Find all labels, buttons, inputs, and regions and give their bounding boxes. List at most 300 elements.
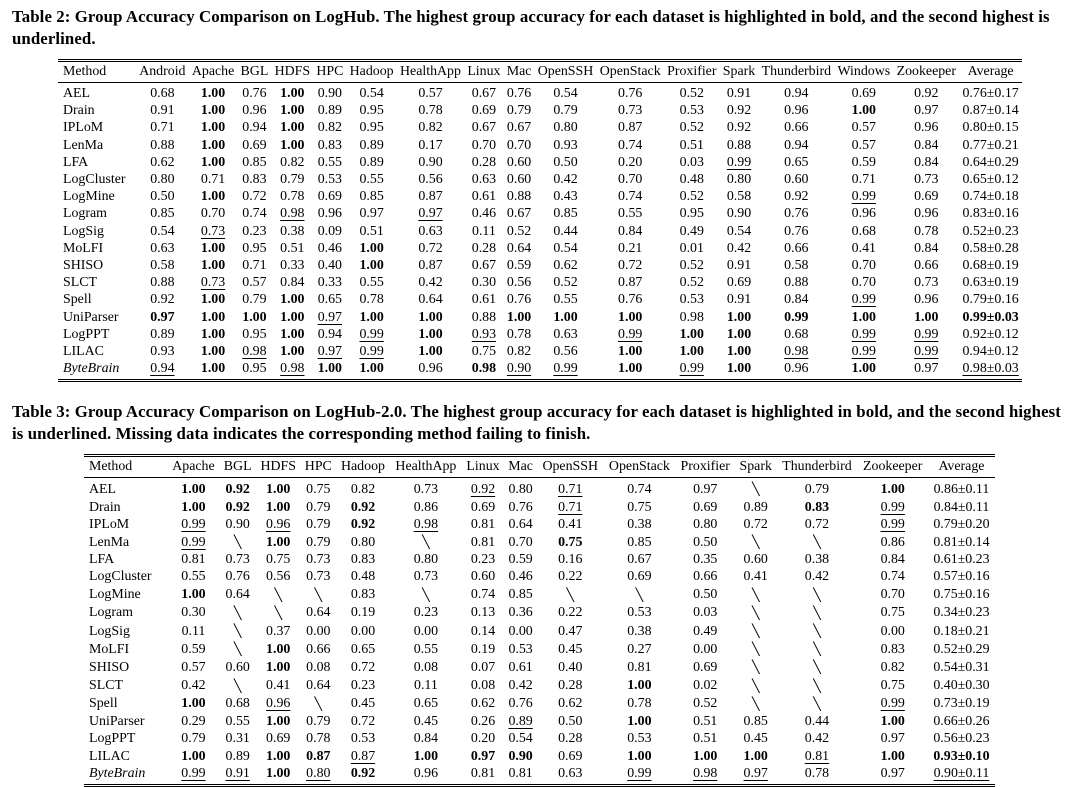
accuracy-cell: 0.74 bbox=[470, 587, 496, 603]
accuracy-cell: 0.64 bbox=[506, 240, 532, 256]
accuracy-cell: 0.69 bbox=[851, 86, 876, 101]
accuracy-cell: 0.02 bbox=[693, 678, 718, 694]
accuracy-cell: 0.72 bbox=[743, 516, 768, 532]
accuracy-cell: 0.99 bbox=[618, 326, 643, 342]
accuracy-cell: 0.92 bbox=[350, 499, 376, 515]
table-row-logram bbox=[84, 604, 995, 622]
accuracy-cell: 0.57 bbox=[181, 659, 206, 675]
accuracy-cell: 0.88 bbox=[150, 137, 175, 153]
accuracy-cell: 0.99 bbox=[726, 154, 752, 170]
column-header-bgl: BGL bbox=[237, 61, 271, 83]
accuracy-cell: 0.54 bbox=[150, 223, 175, 239]
accuracy-cell: 0.84±0.11 bbox=[933, 499, 990, 515]
missing-cell bbox=[301, 586, 337, 604]
accuracy-cell: 0.57 bbox=[851, 137, 876, 153]
accuracy-cell: 0.49 bbox=[679, 223, 704, 239]
accuracy-cell: 0.79 bbox=[804, 481, 830, 497]
missing-data-mark: ╲ bbox=[751, 534, 760, 550]
accuracy-cell: 0.56±0.23 bbox=[933, 731, 990, 747]
accuracy-cell: 0.83 bbox=[317, 137, 342, 153]
accuracy-cell: 0.53 bbox=[317, 172, 342, 188]
method-label: Spell bbox=[89, 696, 118, 712]
accuracy-cell: 0.98 bbox=[693, 765, 718, 781]
missing-data-mark: ╲ bbox=[233, 534, 242, 550]
accuracy-cell: 0.45 bbox=[413, 714, 439, 730]
accuracy-cell: 0.22 bbox=[558, 569, 583, 585]
accuracy-cell: 0.96 bbox=[914, 292, 939, 308]
accuracy-cell: 1.00 bbox=[242, 309, 267, 325]
accuracy-cell: 0.70 bbox=[618, 172, 643, 188]
accuracy-cell: 0.85 bbox=[743, 714, 768, 730]
accuracy-cell: 0.83 bbox=[350, 587, 376, 603]
accuracy-cell: 0.74 bbox=[618, 137, 643, 153]
accuracy-cell: 0.68 bbox=[784, 326, 809, 342]
accuracy-cell: 0.53 bbox=[627, 605, 652, 621]
accuracy-cell: 1.00 bbox=[418, 326, 443, 342]
accuracy-cell: 0.76 bbox=[508, 499, 533, 515]
accuracy-cell: 0.33 bbox=[317, 275, 342, 291]
accuracy-cell: 0.69 bbox=[266, 731, 291, 747]
accuracy-cell: 0.60 bbox=[506, 154, 532, 170]
accuracy-cell: 0.57 bbox=[242, 275, 267, 291]
method-label: IPLoM bbox=[89, 516, 130, 532]
accuracy-cell: 0.72 bbox=[350, 714, 376, 730]
accuracy-cell: 0.81 bbox=[508, 765, 533, 781]
accuracy-cell: 0.97 bbox=[418, 206, 443, 222]
accuracy-cell: 0.50 bbox=[558, 714, 583, 730]
accuracy-cell: 0.03 bbox=[693, 605, 718, 621]
table-row-lfa bbox=[58, 154, 1022, 171]
accuracy-cell: 1.00 bbox=[200, 120, 226, 136]
accuracy-cell: 0.48 bbox=[350, 569, 376, 585]
accuracy-cell: 0.53 bbox=[679, 103, 704, 119]
accuracy-cell: 0.82 bbox=[317, 120, 342, 136]
accuracy-cell: 0.85 bbox=[150, 206, 175, 222]
accuracy-cell: 0.95 bbox=[359, 120, 384, 136]
accuracy-cell: 1.00 bbox=[280, 344, 305, 360]
accuracy-cell: 0.99 bbox=[627, 765, 652, 781]
method-label: ByteBrain bbox=[63, 361, 120, 377]
table-row-logsig bbox=[58, 223, 1022, 240]
method-label: Spell bbox=[63, 292, 92, 308]
accuracy-cell: 0.95 bbox=[242, 361, 267, 377]
method-label: SHISO bbox=[63, 258, 104, 274]
missing-cell bbox=[390, 533, 462, 551]
accuracy-cell: 0.54 bbox=[726, 223, 752, 239]
accuracy-cell: 0.88 bbox=[506, 189, 532, 205]
method-label: LILAC bbox=[89, 748, 130, 764]
accuracy-cell: 0.81 bbox=[627, 659, 652, 675]
accuracy-cell: 0.00 bbox=[693, 641, 718, 657]
accuracy-cell: 0.62 bbox=[553, 258, 578, 274]
accuracy-cell: 0.46 bbox=[508, 569, 533, 585]
accuracy-cell: 0.94 bbox=[242, 120, 267, 136]
missing-cell bbox=[735, 640, 776, 658]
accuracy-cell: 0.51 bbox=[280, 240, 305, 256]
column-header-openstack: OpenStack bbox=[603, 456, 675, 478]
accuracy-cell: 0.40 bbox=[558, 659, 583, 675]
accuracy-cell: 0.94 bbox=[317, 326, 342, 342]
column-header-method: Method bbox=[84, 456, 167, 478]
accuracy-cell: 0.63 bbox=[150, 240, 175, 256]
accuracy-cell: 0.89 bbox=[359, 154, 384, 170]
accuracy-cell: 0.84 bbox=[413, 731, 439, 747]
accuracy-cell: 0.76 bbox=[784, 223, 809, 239]
column-header-thunderbird: Thunderbird bbox=[776, 456, 857, 478]
accuracy-cell: 0.55 bbox=[618, 206, 643, 222]
column-header-hpc: HPC bbox=[313, 61, 346, 83]
accuracy-cell: 0.79 bbox=[553, 103, 578, 119]
accuracy-cell: 0.53 bbox=[627, 731, 652, 747]
accuracy-cell: 0.42 bbox=[181, 678, 206, 694]
accuracy-cell: 0.68±0.19 bbox=[962, 258, 1019, 274]
accuracy-cell: 0.90 bbox=[418, 154, 443, 170]
accuracy-cell: 1.00 bbox=[851, 103, 876, 119]
accuracy-cell: 1.00 bbox=[627, 714, 652, 730]
missing-data-mark: ╲ bbox=[314, 586, 323, 602]
accuracy-cell: 0.76 bbox=[225, 569, 250, 585]
table-row-lenma bbox=[84, 533, 995, 551]
accuracy-cell: 0.68 bbox=[851, 223, 876, 239]
accuracy-cell: 0.70 bbox=[508, 534, 533, 550]
accuracy-cell: 0.56 bbox=[418, 172, 443, 188]
accuracy-cell: 0.78 bbox=[359, 292, 384, 308]
accuracy-cell: 1.00 bbox=[618, 344, 643, 360]
accuracy-cell: 0.72 bbox=[804, 516, 830, 532]
accuracy-cell: 0.67 bbox=[627, 552, 652, 568]
accuracy-cell: 0.78 bbox=[804, 765, 830, 781]
method-label: Drain bbox=[89, 499, 121, 515]
accuracy-cell: 0.67 bbox=[471, 258, 497, 274]
accuracy-cell: 0.97 bbox=[470, 748, 496, 764]
method-label: AEL bbox=[89, 481, 117, 497]
accuracy-cell: 0.61 bbox=[471, 292, 497, 308]
accuracy-cell: 0.84 bbox=[280, 275, 305, 291]
accuracy-cell: 0.42 bbox=[804, 569, 830, 585]
table-row-logmine bbox=[84, 586, 995, 604]
accuracy-cell: 0.99 bbox=[553, 361, 578, 377]
accuracy-cell: 0.21 bbox=[618, 240, 643, 256]
accuracy-cell: 0.46 bbox=[317, 240, 342, 256]
table-row-drain bbox=[58, 102, 1022, 119]
table-row-bytebrain bbox=[84, 765, 995, 786]
accuracy-cell: 0.52 bbox=[553, 275, 578, 291]
table-row-molfi bbox=[84, 640, 995, 658]
accuracy-cell: 0.61 bbox=[508, 659, 533, 675]
accuracy-cell: 0.66 bbox=[784, 240, 809, 256]
accuracy-cell: 0.73 bbox=[306, 552, 331, 568]
accuracy-cell: 0.07 bbox=[470, 659, 496, 675]
accuracy-cell: 0.23 bbox=[242, 223, 267, 239]
accuracy-cell: 0.93±0.10 bbox=[933, 748, 990, 764]
accuracy-cell: 0.59 bbox=[851, 154, 876, 170]
accuracy-cell: 0.69 bbox=[470, 499, 496, 515]
table-row-logppt bbox=[84, 730, 995, 747]
missing-data-mark: ╲ bbox=[813, 641, 821, 657]
accuracy-cell: 1.00 bbox=[200, 292, 226, 308]
table-row-ael bbox=[84, 478, 995, 499]
accuracy-cell: 0.27 bbox=[627, 641, 652, 657]
accuracy-cell: 0.79±0.20 bbox=[933, 516, 990, 532]
accuracy-cell: 0.55 bbox=[317, 154, 342, 170]
accuracy-cell: 0.75±0.16 bbox=[933, 587, 990, 603]
accuracy-cell: 0.60 bbox=[743, 552, 768, 568]
accuracy-cell: 0.58±0.28 bbox=[962, 240, 1019, 256]
table-row-spell bbox=[84, 695, 995, 713]
accuracy-cell: 0.45 bbox=[558, 641, 583, 657]
accuracy-cell: 0.73 bbox=[914, 275, 939, 291]
accuracy-cell: 0.79 bbox=[306, 714, 331, 730]
accuracy-cell: 0.86 bbox=[880, 534, 905, 550]
accuracy-cell: 0.82 bbox=[280, 154, 305, 170]
accuracy-cell: 0.97 bbox=[693, 481, 718, 497]
accuracy-cell: 1.00 bbox=[200, 240, 226, 256]
accuracy-cell: 0.80 bbox=[508, 481, 533, 497]
accuracy-cell: 0.75 bbox=[306, 481, 331, 497]
table-row-lilac bbox=[58, 343, 1022, 360]
column-header-hadoop: Hadoop bbox=[346, 61, 396, 83]
column-header-hadoop: Hadoop bbox=[336, 456, 390, 478]
accuracy-cell: 0.85 bbox=[508, 587, 533, 603]
accuracy-cell: 0.97 bbox=[359, 206, 384, 222]
accuracy-cell: 0.84 bbox=[784, 292, 809, 308]
accuracy-cell: 0.80 bbox=[350, 534, 376, 550]
column-header-proxifier: Proxifier bbox=[664, 61, 720, 83]
column-header-openstack: OpenStack bbox=[597, 61, 664, 83]
missing-cell bbox=[735, 604, 776, 622]
table-row-iplom bbox=[84, 516, 995, 533]
missing-data-mark: ╲ bbox=[813, 695, 821, 711]
table2-container bbox=[58, 59, 1022, 382]
accuracy-cell: 0.45 bbox=[350, 696, 376, 712]
accuracy-cell: 0.60 bbox=[784, 172, 809, 188]
accuracy-cell: 0.72 bbox=[350, 659, 376, 675]
accuracy-cell: 0.69 bbox=[627, 569, 652, 585]
missing-cell bbox=[220, 677, 256, 695]
accuracy-cell: 1.00 bbox=[280, 86, 305, 101]
accuracy-cell: 0.83 bbox=[880, 641, 905, 657]
accuracy-cell: 0.91 bbox=[150, 103, 175, 119]
method-label: SLCT bbox=[63, 275, 97, 291]
accuracy-cell: 0.52 bbox=[679, 86, 704, 101]
accuracy-cell: 0.97 bbox=[317, 309, 342, 325]
accuracy-cell: 0.00 bbox=[350, 623, 376, 639]
missing-cell bbox=[735, 533, 776, 551]
missing-cell bbox=[735, 658, 776, 676]
accuracy-cell: 0.89 bbox=[225, 748, 250, 764]
missing-data-mark: ╲ bbox=[751, 586, 760, 602]
accuracy-cell: 0.55 bbox=[225, 714, 250, 730]
accuracy-cell: 0.74±0.18 bbox=[962, 189, 1019, 205]
missing-data-mark: ╲ bbox=[813, 659, 821, 675]
accuracy-cell: 0.75 bbox=[471, 344, 497, 360]
accuracy-cell: 0.92 bbox=[726, 120, 752, 136]
accuracy-cell: 0.28 bbox=[558, 678, 583, 694]
accuracy-cell: 0.64 bbox=[225, 587, 250, 603]
accuracy-cell: 0.94 bbox=[784, 86, 809, 101]
accuracy-cell: 0.11 bbox=[414, 678, 438, 694]
accuracy-cell: 0.43 bbox=[553, 189, 578, 205]
table-row-shiso bbox=[84, 658, 995, 676]
accuracy-cell: 0.38 bbox=[804, 552, 830, 568]
accuracy-cell: 0.99 bbox=[359, 326, 384, 342]
missing-cell bbox=[220, 604, 256, 622]
accuracy-cell: 0.91 bbox=[726, 258, 752, 274]
accuracy-cell: 0.91 bbox=[726, 86, 752, 101]
table-row-molfi bbox=[58, 240, 1022, 257]
method-label: LogMine bbox=[89, 587, 141, 603]
column-header-hdfs: HDFS bbox=[256, 456, 301, 478]
accuracy-cell: 0.92 bbox=[470, 481, 496, 497]
accuracy-cell: 0.51 bbox=[693, 714, 718, 730]
accuracy-cell: 0.41 bbox=[743, 569, 768, 585]
accuracy-cell: 1.00 bbox=[200, 258, 226, 274]
accuracy-cell: 0.85 bbox=[627, 534, 652, 550]
accuracy-cell: 0.33 bbox=[280, 258, 305, 274]
accuracy-cell: 0.23 bbox=[470, 552, 496, 568]
accuracy-cell: 0.63±0.19 bbox=[962, 275, 1019, 291]
accuracy-cell: 0.55 bbox=[413, 641, 439, 657]
table-row-shiso bbox=[58, 257, 1022, 274]
accuracy-cell: 1.00 bbox=[266, 534, 291, 550]
column-header-mac: Mac bbox=[504, 456, 537, 478]
column-header-method: Method bbox=[58, 61, 136, 83]
accuracy-cell: 0.34±0.23 bbox=[933, 605, 990, 621]
method-label: LogCluster bbox=[63, 172, 126, 188]
accuracy-cell: 1.00 bbox=[914, 309, 939, 325]
accuracy-cell: 0.95 bbox=[679, 206, 704, 222]
accuracy-cell: 0.92 bbox=[225, 499, 250, 515]
accuracy-cell: 0.87±0.14 bbox=[962, 103, 1019, 119]
accuracy-cell: 0.99 bbox=[851, 326, 876, 342]
accuracy-cell: 0.63 bbox=[418, 223, 443, 239]
missing-data-mark: ╲ bbox=[751, 677, 760, 693]
method-label: Logram bbox=[89, 605, 133, 621]
accuracy-cell: 0.96 bbox=[242, 103, 267, 119]
accuracy-cell: 0.41 bbox=[558, 516, 583, 532]
accuracy-cell: 0.51 bbox=[679, 137, 704, 153]
missing-data-mark: ╲ bbox=[233, 677, 242, 693]
accuracy-cell: 0.74 bbox=[618, 189, 643, 205]
accuracy-cell: 0.84 bbox=[914, 137, 939, 153]
column-header-apache: Apache bbox=[167, 456, 219, 478]
accuracy-cell: 1.00 bbox=[200, 309, 226, 325]
column-header-zookeeper: Zookeeper bbox=[858, 456, 928, 478]
accuracy-cell: 1.00 bbox=[851, 361, 876, 377]
accuracy-cell: 0.65±0.12 bbox=[962, 172, 1019, 188]
accuracy-cell: 0.93 bbox=[471, 326, 497, 342]
accuracy-cell: 0.20 bbox=[470, 731, 496, 747]
missing-cell bbox=[735, 586, 776, 604]
accuracy-cell: 0.70 bbox=[851, 275, 876, 291]
accuracy-cell: 0.48 bbox=[679, 172, 704, 188]
accuracy-cell: 0.63 bbox=[558, 765, 583, 781]
method-label: IPLoM bbox=[63, 120, 104, 136]
accuracy-cell: 0.76 bbox=[506, 86, 532, 101]
accuracy-cell: 0.42 bbox=[726, 240, 752, 256]
missing-data-mark: ╲ bbox=[422, 586, 430, 602]
accuracy-cell: 0.51 bbox=[693, 731, 718, 747]
accuracy-cell: 0.50 bbox=[693, 587, 718, 603]
accuracy-cell: 1.00 bbox=[200, 326, 226, 342]
accuracy-cell: 0.88 bbox=[471, 309, 497, 325]
accuracy-cell: 1.00 bbox=[359, 361, 384, 377]
missing-data-mark: ╲ bbox=[274, 604, 282, 620]
accuracy-cell: 0.35 bbox=[693, 552, 718, 568]
accuracy-cell: 0.91 bbox=[726, 292, 752, 308]
accuracy-cell: 0.57±0.16 bbox=[933, 569, 990, 585]
accuracy-cell: 1.00 bbox=[280, 137, 305, 153]
accuracy-cell: 1.00 bbox=[880, 748, 905, 764]
accuracy-cell: 0.17 bbox=[418, 137, 443, 153]
accuracy-cell: 0.90 bbox=[508, 748, 533, 764]
accuracy-cell: 1.00 bbox=[280, 120, 305, 136]
accuracy-cell: 0.92 bbox=[350, 765, 376, 781]
table-row-logram bbox=[58, 205, 1022, 222]
accuracy-cell: 0.89 bbox=[508, 714, 533, 730]
accuracy-cell: 0.98 bbox=[679, 309, 704, 325]
method-label: MoLFI bbox=[89, 641, 130, 657]
column-header-mac: Mac bbox=[504, 61, 535, 83]
accuracy-cell: 1.00 bbox=[679, 326, 704, 342]
accuracy-cell: 0.67 bbox=[471, 120, 497, 136]
accuracy-cell: 0.58 bbox=[726, 189, 752, 205]
method-label: SLCT bbox=[89, 678, 123, 694]
accuracy-cell: 0.67 bbox=[471, 86, 497, 101]
missing-data-mark: ╲ bbox=[566, 586, 574, 602]
accuracy-cell: 0.01 bbox=[679, 240, 704, 256]
accuracy-cell: 0.50 bbox=[553, 154, 578, 170]
accuracy-cell: 0.71 bbox=[558, 499, 583, 515]
accuracy-cell: 1.00 bbox=[359, 309, 384, 325]
accuracy-cell: 0.74 bbox=[880, 569, 905, 585]
accuracy-cell: 0.92 bbox=[726, 103, 752, 119]
accuracy-cell: 0.74 bbox=[242, 206, 267, 222]
accuracy-cell: 0.28 bbox=[471, 154, 497, 170]
accuracy-cell: 0.57 bbox=[851, 120, 876, 136]
missing-cell bbox=[390, 586, 462, 604]
column-header-average: Average bbox=[959, 61, 1022, 83]
accuracy-cell: 0.26 bbox=[470, 714, 496, 730]
table-row-logmine bbox=[58, 188, 1022, 205]
accuracy-cell: 0.47 bbox=[558, 623, 583, 639]
accuracy-cell: 0.53 bbox=[679, 292, 704, 308]
accuracy-cell: 0.97 bbox=[880, 765, 905, 781]
accuracy-cell: 0.96 bbox=[266, 516, 291, 532]
accuracy-cell: 0.55 bbox=[553, 292, 578, 308]
missing-data-mark: ╲ bbox=[751, 695, 760, 711]
accuracy-cell: 0.99 bbox=[851, 292, 876, 308]
accuracy-cell: 0.08 bbox=[306, 659, 331, 675]
accuracy-cell: 0.96 bbox=[418, 361, 443, 377]
missing-cell bbox=[301, 695, 337, 713]
accuracy-cell: 0.96 bbox=[784, 103, 809, 119]
accuracy-cell: 0.67 bbox=[506, 206, 532, 222]
accuracy-cell: 0.28 bbox=[558, 731, 583, 747]
accuracy-cell: 0.70 bbox=[851, 258, 876, 274]
accuracy-cell: 0.58 bbox=[150, 258, 175, 274]
accuracy-cell: 0.44 bbox=[804, 714, 830, 730]
table3-table bbox=[84, 454, 995, 786]
accuracy-cell: 0.66 bbox=[693, 569, 718, 585]
accuracy-cell: 0.52 bbox=[679, 258, 704, 274]
accuracy-cell: 0.20 bbox=[618, 154, 643, 170]
accuracy-cell: 0.42 bbox=[508, 678, 533, 694]
accuracy-cell: 1.00 bbox=[181, 481, 206, 497]
accuracy-cell: 1.00 bbox=[266, 659, 291, 675]
accuracy-cell: 0.81 bbox=[804, 748, 830, 764]
accuracy-cell: 0.99 bbox=[181, 516, 206, 532]
